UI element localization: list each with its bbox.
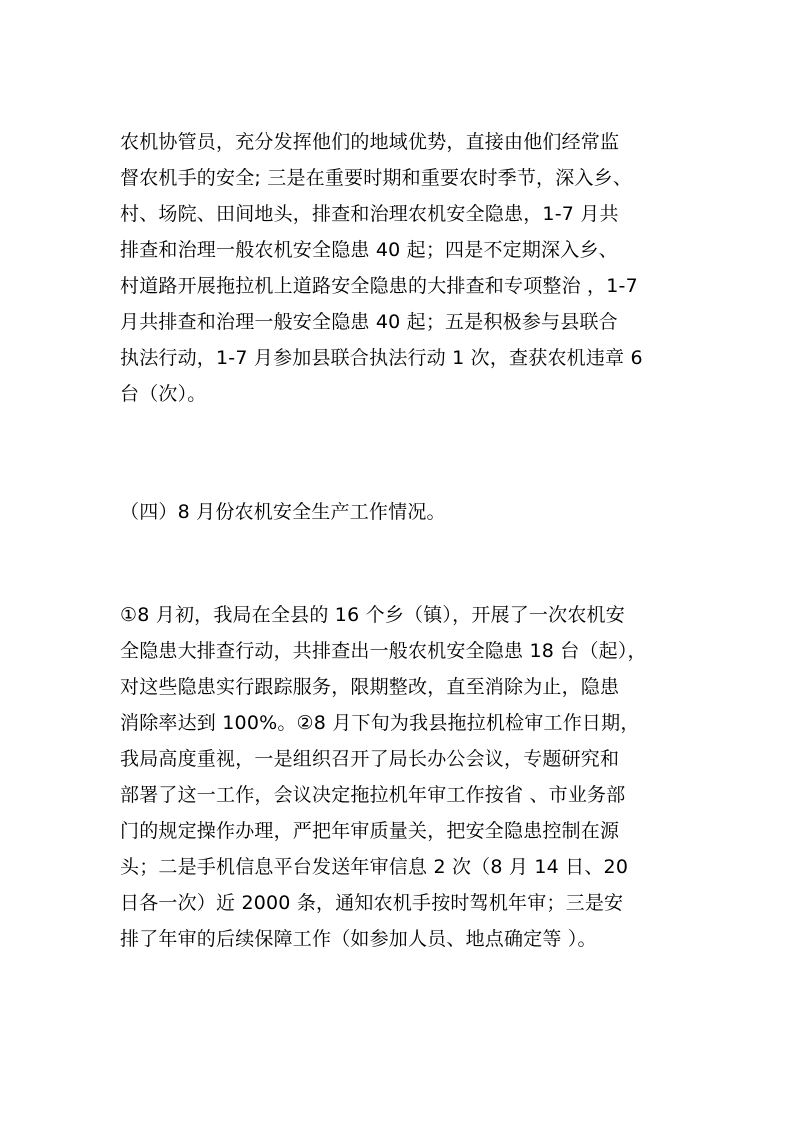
paragraph-1-line: 执法行动，1-7 月参加县联合执法行动 1 次，查获农机违章 6 (120, 347, 643, 369)
paragraph-2-line: 日各一次）近 2000 条，通知农机手按时驾机年审；三是安 (120, 892, 624, 914)
paragraph-2-line: ①8 月初，我局在全县的 16 个乡（镇），开展了一次农机安 (120, 604, 625, 626)
paragraph-1-line: 村、场院、田间地头，排查和治理农机安全隐患，1-7 月共 (120, 203, 619, 225)
paragraph-2-line: 头；二是手机信息平台发送年审信息 2 次（8 月 14 日、20 (120, 856, 629, 878)
paragraph-1-line: 台（次）。 (120, 383, 207, 405)
paragraph-2-line: 消除率达到 100%。②8 月下旬为我县拖拉机检审工作日期， (120, 712, 640, 734)
paragraph-2-line: 门的规定操作办理，严把年审质量关，把安全隐患控制在源 (120, 820, 620, 842)
section-heading: （四）8 月份农机安全生产工作情况。 (120, 501, 446, 523)
paragraph-2-line: 全隐患大排查行动，共排查出一般农机安全隐患 18 台（起）， (120, 640, 647, 662)
paragraph-1-line: 督农机手的安全; 三是在重要时期和重要农时季节，深入乡、 (120, 167, 633, 189)
paragraph-1-line: 村道路开展拖拉机上道路安全隐患的大排查和专项整治 ，1-7 (120, 275, 638, 297)
paragraph-1-line: 月共排查和治理一般安全隐患 40 起；五是积极参与县联合 (120, 311, 618, 333)
paragraph-2-line: 对这些隐患实行跟踪服务，限期整改，直至消除为止，隐患 (120, 676, 620, 698)
paragraph-1-line: 排查和治理一般农机安全隐患 40 起；四是不定期深入乡、 (120, 239, 618, 261)
paragraph-1-line: 农机协管员，充分发挥他们的地域优势，直接由他们经常监 (120, 131, 620, 153)
paragraph-2-line: 排了年审的后续保障工作（如参加人员、地点确定等 ）。 (120, 928, 597, 950)
paragraph-2-line: 我局高度重视，一是组织召开了局长办公会议，专题研究和 (120, 748, 620, 770)
paragraph-2-line: 部署了这一工作，会议决定拖拉机年审工作按省 、市业务部 (120, 784, 626, 806)
